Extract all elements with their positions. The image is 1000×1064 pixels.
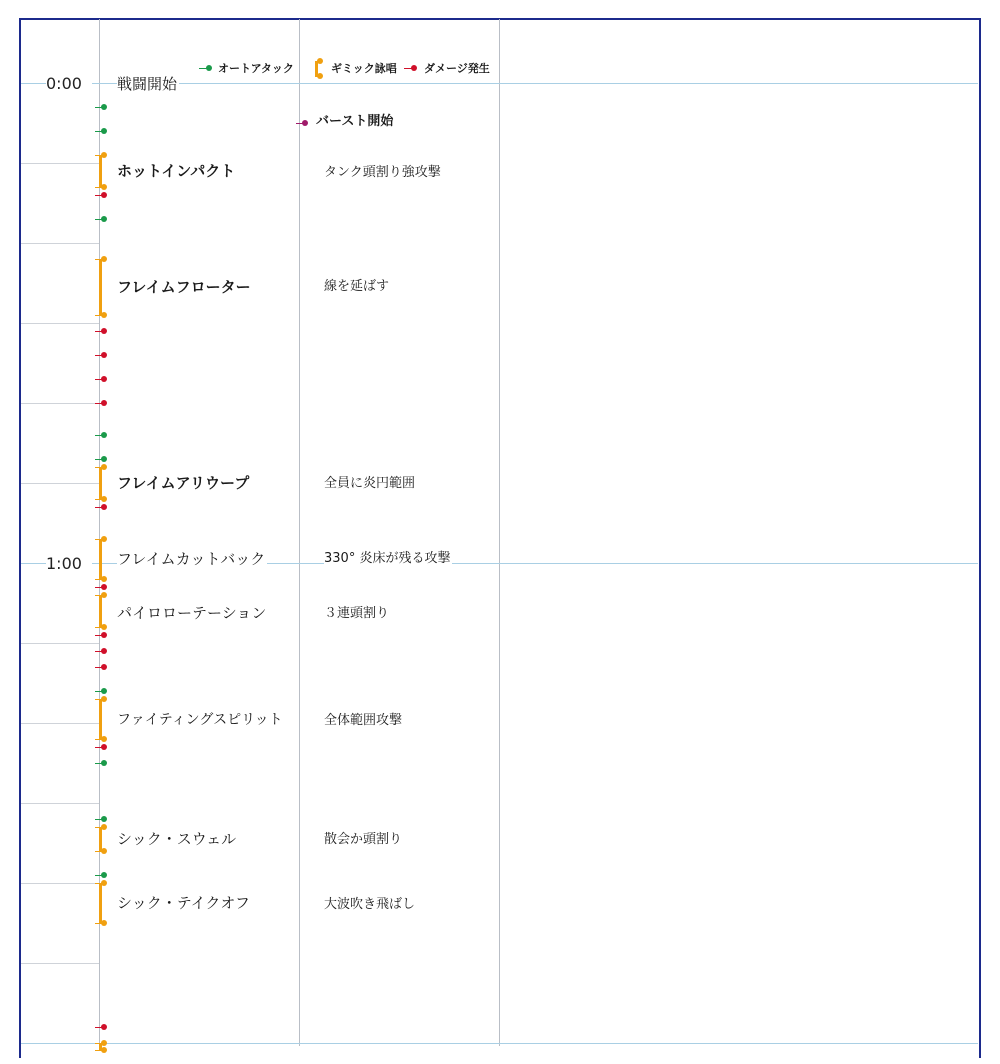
auto-attack-dot xyxy=(101,760,107,766)
cast-dot xyxy=(101,152,107,158)
grid-line xyxy=(21,1043,978,1044)
auto-attack-dot xyxy=(101,128,107,134)
event-desc: 全体範囲攻撃 xyxy=(324,713,403,728)
time-label-1: 1:00 xyxy=(46,554,92,574)
damage-dot xyxy=(101,376,107,382)
grid-line xyxy=(21,883,99,884)
damage-dot xyxy=(101,744,107,750)
combat-start-label: 戦闘開始 xyxy=(117,75,178,93)
cast-bar xyxy=(99,539,102,579)
auto-attack-dot xyxy=(101,872,107,878)
event-name: シック・テイクオフ xyxy=(117,894,250,912)
cast-bar xyxy=(99,155,102,187)
burst-dot xyxy=(302,120,308,126)
cast-bar xyxy=(99,259,102,315)
event-name: フレイムアリウープ xyxy=(117,474,250,492)
event-name: パイロローテーション xyxy=(117,604,267,622)
event-desc: 全員に炎円範囲 xyxy=(324,476,416,491)
cast-dot xyxy=(101,576,107,582)
cast-bar xyxy=(99,467,102,499)
legend-gimmick-cast-label: ギミック詠唱 xyxy=(331,62,397,75)
damage-dot xyxy=(101,632,107,638)
grid-line xyxy=(21,963,99,964)
event-name: フレイムカットバック xyxy=(117,550,266,568)
event-desc: 散会か頭割り xyxy=(324,832,403,847)
cast-dot xyxy=(101,1040,107,1046)
damage-dot xyxy=(101,192,107,198)
event-name: フレイムフローター xyxy=(117,278,251,296)
grid-line xyxy=(21,803,99,804)
grid-line xyxy=(21,323,99,324)
legend-auto-attack-dot xyxy=(206,65,212,71)
event-desc: タンク頭割り強攻撃 xyxy=(324,165,441,180)
event-name: ホットインパクト xyxy=(117,162,236,180)
cast-dot xyxy=(101,848,107,854)
grid-line xyxy=(21,163,99,164)
legend-damage-label: ダメージ発生 xyxy=(424,62,490,75)
legend-damage-dot xyxy=(411,65,417,71)
damage-dot xyxy=(101,584,107,590)
cast-dot xyxy=(101,696,107,702)
cast-dot xyxy=(101,624,107,630)
damage-dot xyxy=(101,664,107,670)
cast-dot xyxy=(101,184,107,190)
column-divider xyxy=(499,19,500,1046)
damage-dot xyxy=(101,648,107,654)
grid-line xyxy=(21,483,99,484)
legend-cast-dot xyxy=(317,73,323,79)
cast-dot xyxy=(101,824,107,830)
grid-line xyxy=(21,403,99,404)
cast-dot xyxy=(101,1047,107,1053)
cast-dot xyxy=(101,736,107,742)
event-name: シック・スウェル xyxy=(117,830,237,848)
legend-cast-dot xyxy=(317,58,323,64)
event-desc: ３連頭割り xyxy=(324,606,390,621)
damage-dot xyxy=(101,504,107,510)
auto-attack-dot xyxy=(101,688,107,694)
cast-dot xyxy=(101,256,107,262)
legend-auto-attack-label: オートアタック xyxy=(218,62,294,75)
event-desc: 大波吹き飛ばし xyxy=(324,897,416,912)
cast-dot xyxy=(101,464,107,470)
cast-dot xyxy=(101,592,107,598)
damage-dot xyxy=(101,328,107,334)
cast-bar xyxy=(99,595,102,627)
auto-attack-dot xyxy=(101,216,107,222)
event-name: ファイティングスピリット xyxy=(117,712,283,728)
cast-dot xyxy=(101,880,107,886)
grid-line xyxy=(21,643,99,644)
cast-bar xyxy=(99,883,102,923)
cast-dot xyxy=(101,312,107,318)
auto-attack-dot xyxy=(101,456,107,462)
event-desc: 330° 炎床が残る攻撃 xyxy=(324,551,451,566)
damage-dot xyxy=(101,352,107,358)
damage-dot xyxy=(101,1024,107,1030)
auto-attack-dot xyxy=(101,432,107,438)
grid-line xyxy=(21,243,99,244)
auto-attack-dot xyxy=(101,104,107,110)
event-desc: 線を延ばす xyxy=(324,279,390,294)
grid-line xyxy=(21,723,99,724)
cast-bar xyxy=(99,699,102,739)
cast-dot xyxy=(101,536,107,542)
damage-dot xyxy=(101,400,107,406)
cast-dot xyxy=(101,496,107,502)
time-label-0: 0:00 xyxy=(46,74,92,94)
cast-dot xyxy=(101,920,107,926)
burst-label: バースト開始 xyxy=(316,114,394,129)
auto-attack-dot xyxy=(101,816,107,822)
column-divider xyxy=(299,19,300,1046)
